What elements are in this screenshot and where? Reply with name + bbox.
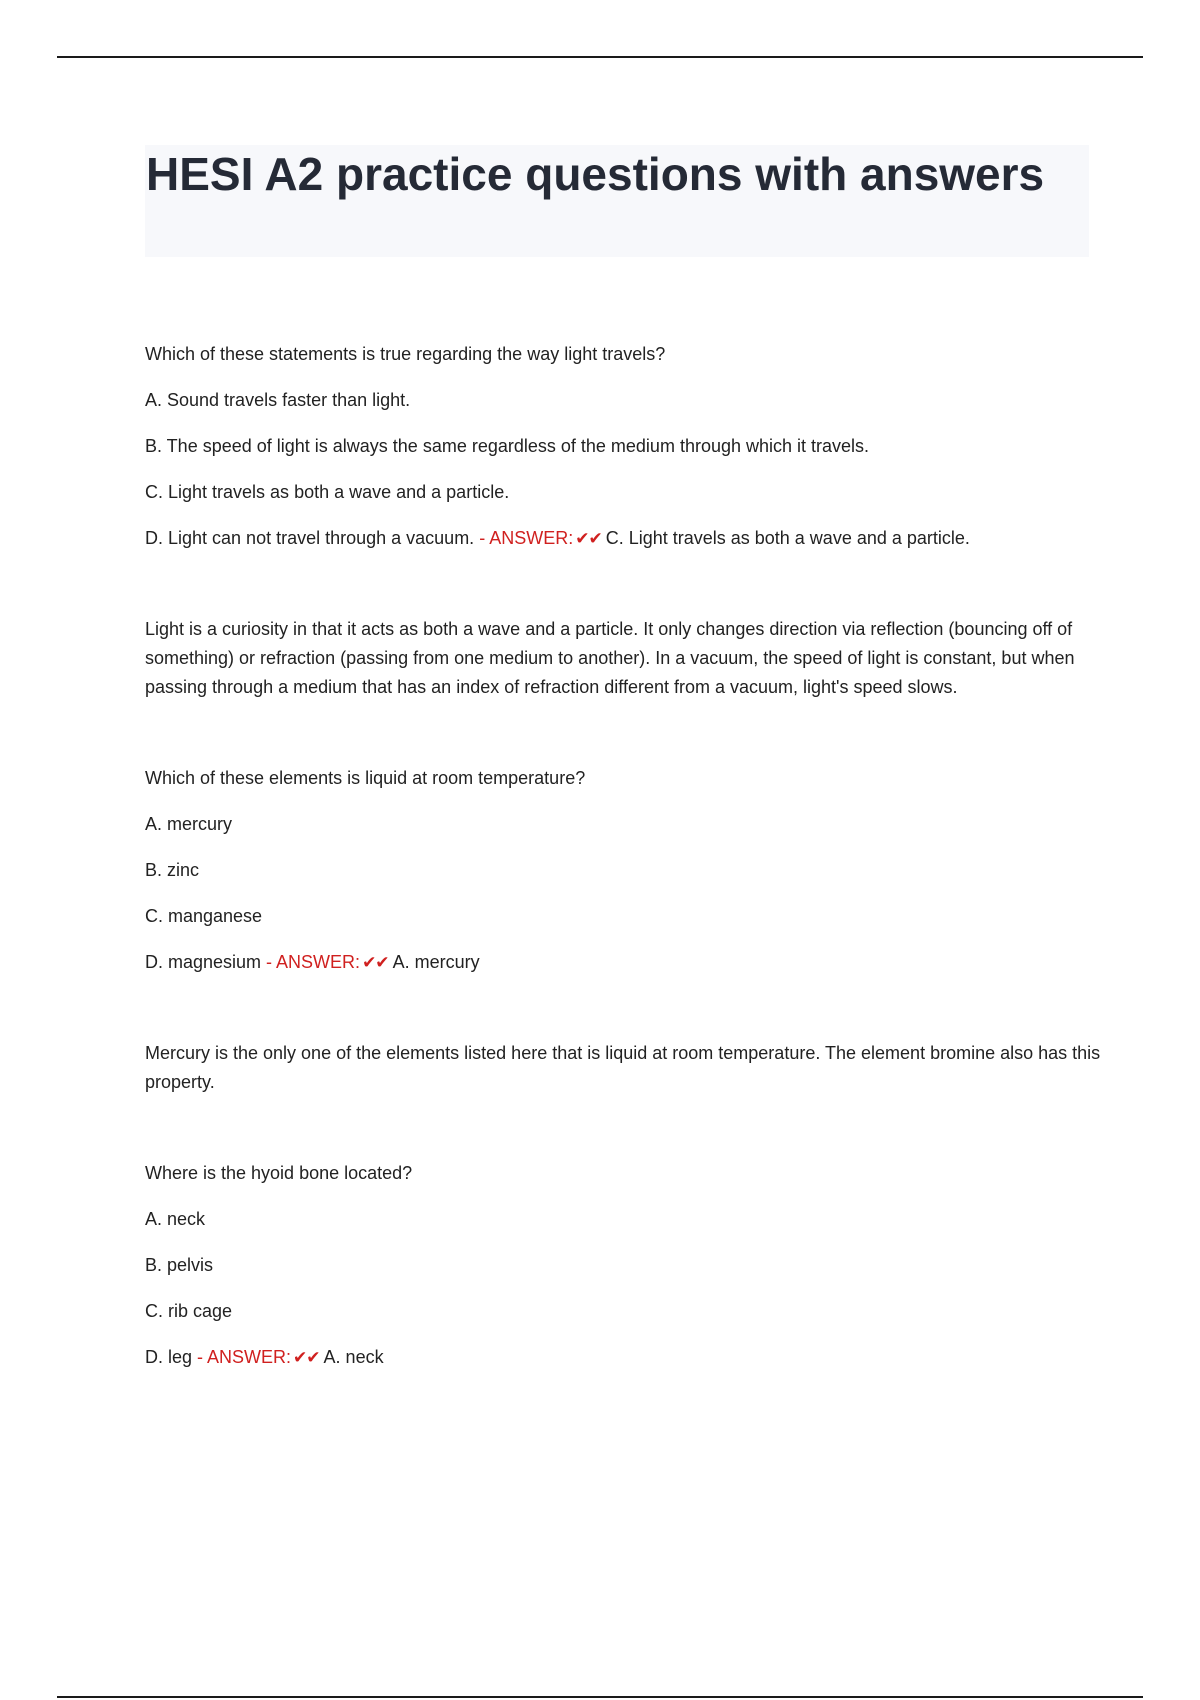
top-rule — [57, 56, 1143, 58]
option-d-with-answer — [145, 524, 1105, 553]
answer-label: - ANSWER: — [192, 1347, 292, 1367]
question-stem: Which of these statements is true regarding the way light travels? — [145, 344, 666, 364]
question-block — [145, 340, 1105, 702]
bottom-rule — [57, 1696, 1143, 1698]
option-d-with-answer — [145, 948, 1105, 977]
answer-text: C. Light travels as both a wave and a particle. — [605, 528, 970, 548]
answer-text: A. neck — [323, 1347, 384, 1367]
option-b: B. The speed of light is always the same regardless of the medium through which it travels. — [145, 436, 870, 456]
answer-label: - ANSWER: — [261, 952, 361, 972]
check-icon: ✔✔ — [362, 953, 389, 973]
option-a: A. Sound travels faster than light. — [145, 390, 411, 410]
question-block — [145, 764, 1105, 1097]
option-d: D. leg — [145, 1347, 193, 1367]
option-d: D. Light can not travel through a vacuum. — [145, 528, 475, 548]
option-b: B. zinc — [145, 860, 200, 880]
option-b: B. pelvis — [145, 1255, 214, 1275]
question-block — [145, 1159, 1105, 1372]
option-d: D. magnesium — [145, 952, 262, 972]
answer-text: A. mercury — [392, 952, 480, 972]
option-a: A. neck — [145, 1209, 206, 1229]
page-title: HESI A2 practice questions with answers — [146, 148, 1045, 200]
question-stem: Where is the hyoid bone located? — [145, 1163, 413, 1183]
option-d-with-answer — [145, 1343, 1105, 1372]
option-c: C. Light travels as both a wave and a particle. — [145, 482, 510, 502]
check-icon: ✔✔ — [575, 529, 602, 549]
answer-label: - ANSWER: — [474, 528, 574, 548]
document-body — [145, 340, 1105, 1372]
option-c: C. manganese — [145, 906, 263, 926]
check-icon: ✔✔ — [293, 1348, 320, 1368]
option-c: C. rib cage — [145, 1301, 233, 1321]
question-stem: Which of these elements is liquid at room temperature? — [145, 768, 586, 788]
explanation: Light is a curiosity in that it acts as both a wave and a particle. It only changes direction via reflection (bouncing off of something) or refraction (passing from one medium to another). In a vacuum, the speed of light is constant, but when passing through a medium that has an index of refraction different from a vacuum, light's speed slows. — [145, 619, 1075, 697]
explanation: Mercury is the only one of the elements listed here that is liquid at room temperature. The element bromine also has this property. — [145, 1043, 1101, 1092]
option-a: A. mercury — [145, 814, 233, 834]
